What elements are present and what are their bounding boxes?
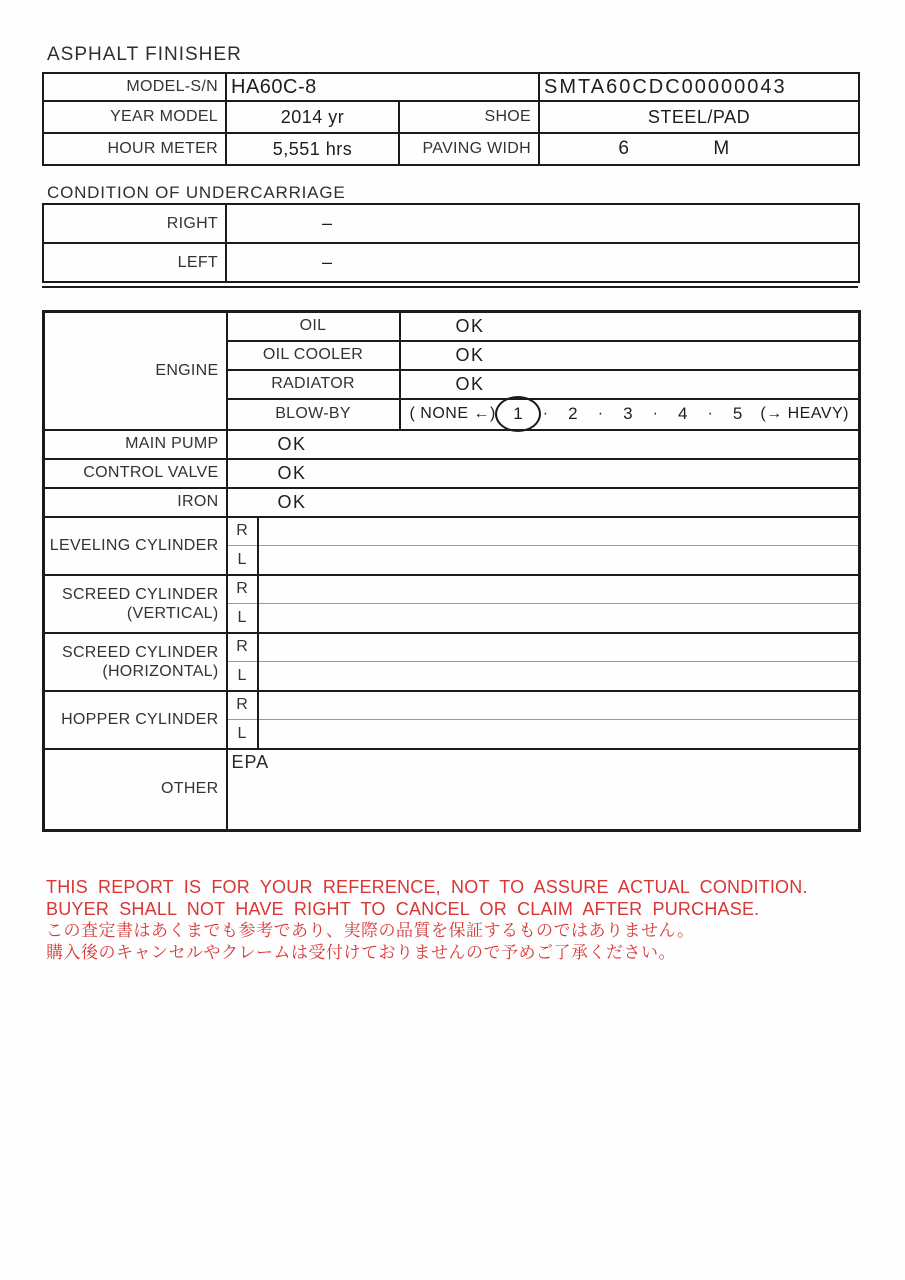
blowby-heavy-label: (→ HEAVY): [760, 405, 849, 422]
blowby-none-label: ( NONE ←): [409, 405, 496, 422]
other-row: [44, 749, 860, 831]
shoe-value: STEEL/PAD: [539, 101, 859, 133]
blowby-separator-icon: ·: [542, 405, 549, 422]
screed-horizontal-row-r: [44, 633, 860, 662]
model-value: HA60C-8: [226, 73, 539, 101]
hopper-r-value: [258, 691, 860, 720]
disclaimer: [46, 877, 808, 963]
iron-value: OK: [227, 488, 860, 517]
spec-row-hour-paving: [43, 133, 859, 165]
left-label: LEFT: [43, 243, 226, 282]
paving-width-value: [540, 138, 858, 160]
blowby-level-1: 1: [507, 404, 529, 424]
screed-horizontal-r-value: [258, 633, 860, 662]
shoe-label: SHOE: [399, 101, 539, 133]
right-value: –: [226, 204, 859, 243]
main-pump-label: MAIN PUMP: [44, 430, 227, 459]
control-valve-label: CONTROL VALVE: [44, 459, 227, 488]
screed-vertical-label: SCREED CYLINDER (VERTICAL): [44, 575, 227, 633]
disclaimer-line-4: 購入後のキャンセルやクレームは受付けておりませんので予めご了承ください。: [46, 942, 676, 962]
leveling-r-label: R: [227, 517, 258, 546]
radiator-value: OK: [400, 370, 860, 399]
inspection-table: [42, 310, 861, 832]
oil-label: OIL: [227, 312, 400, 341]
serial-value: SMTA60CDC00000043: [539, 73, 859, 101]
disclaimer-line-2: BUYER SHALL NOT HAVE RIGHT TO CANCEL OR CLAIM AFTER PURCHASE.: [46, 898, 760, 919]
blowby-separator-icon: ·: [597, 405, 604, 422]
screed-vertical-row-r: [44, 575, 860, 604]
screed-horizontal-r-label: R: [227, 633, 258, 662]
undercarriage-table: [42, 203, 860, 283]
other-label: OTHER: [44, 749, 227, 831]
screed-horizontal-l-value: [258, 662, 860, 691]
hour-meter-label: HOUR METER: [43, 133, 226, 165]
blowby-level-2: 2: [568, 404, 579, 423]
screed-vertical-r-label: R: [227, 575, 258, 604]
undercarriage-section-title: CONDITION OF UNDERCARRIAGE: [47, 183, 346, 202]
blowby-level-3: 3: [623, 404, 634, 423]
leveling-cylinder-row-r: [44, 517, 860, 546]
disclaimer-line-1: THIS REPORT IS FOR YOUR REFERENCE, NOT TO ASSURE ACTUAL CONDITION.: [46, 877, 808, 897]
iron-label: IRON: [44, 488, 227, 517]
screed-vertical-l-value: [258, 604, 860, 633]
screed-horizontal-l-label: L: [227, 662, 258, 691]
paving-width-label: PAVING WIDH: [399, 133, 539, 165]
blowby-label: BLOW-BY: [227, 399, 400, 430]
right-label: RIGHT: [43, 204, 226, 243]
control-valve-value: OK: [227, 459, 860, 488]
blowby-level-5: 5: [732, 404, 743, 423]
leveling-l-value: [258, 546, 860, 575]
oil-cooler-value: OK: [400, 341, 860, 370]
control-valve-row: [44, 459, 860, 488]
screed-horizontal-label: SCREED CYLINDER (HORIZONTAL): [44, 633, 227, 691]
hour-meter-value: 5,551 hrs: [226, 133, 399, 165]
engine-row-oil: [44, 312, 860, 341]
model-label: MODEL-S/N: [43, 73, 226, 101]
blowby-level-4: 4: [677, 404, 688, 423]
spec-row-year-shoe: [43, 101, 859, 133]
undercarriage-row-left: [43, 243, 859, 282]
leveling-cylinder-label: LEVELING CYLINDER: [44, 517, 227, 575]
page-title: ASPHALT FINISHER: [47, 44, 242, 65]
blowby-separator-icon: ·: [652, 405, 659, 422]
undercarriage-table-wrap: [42, 203, 858, 288]
screed-vertical-l-label: L: [227, 604, 258, 633]
year-label: YEAR MODEL: [43, 101, 226, 133]
radiator-label: RADIATOR: [227, 370, 400, 399]
leveling-r-value: [258, 517, 860, 546]
blowby-separator-icon: ·: [707, 405, 714, 422]
hopper-r-label: R: [227, 691, 258, 720]
oil-cooler-label: OIL COOLER: [227, 341, 400, 370]
main-pump-row: [44, 430, 860, 459]
undercarriage-row-right: [43, 204, 859, 243]
hopper-l-value: [258, 720, 860, 749]
spec-table: [42, 72, 860, 166]
blowby-scale: [401, 400, 859, 429]
oil-value: OK: [400, 312, 860, 341]
main-pump-value: OK: [227, 430, 860, 459]
left-value: –: [226, 243, 859, 282]
screed-vertical-r-value: [258, 575, 860, 604]
spec-row-model: [43, 73, 859, 101]
hopper-cylinder-row-r: [44, 691, 860, 720]
engine-label: ENGINE: [44, 312, 227, 430]
paving-width-unit: M: [713, 138, 730, 159]
iron-row: [44, 488, 860, 517]
year-value: 2014 yr: [226, 101, 399, 133]
disclaimer-line-3: この査定書はあくまでも参考であり、実際の品質を保証するものではありません。: [46, 921, 695, 940]
paving-width-number: 6: [618, 138, 630, 159]
leveling-l-label: L: [227, 546, 258, 575]
hopper-l-label: L: [227, 720, 258, 749]
hopper-cylinder-label: HOPPER CYLINDER: [44, 691, 227, 749]
other-value: EPA: [227, 749, 860, 831]
